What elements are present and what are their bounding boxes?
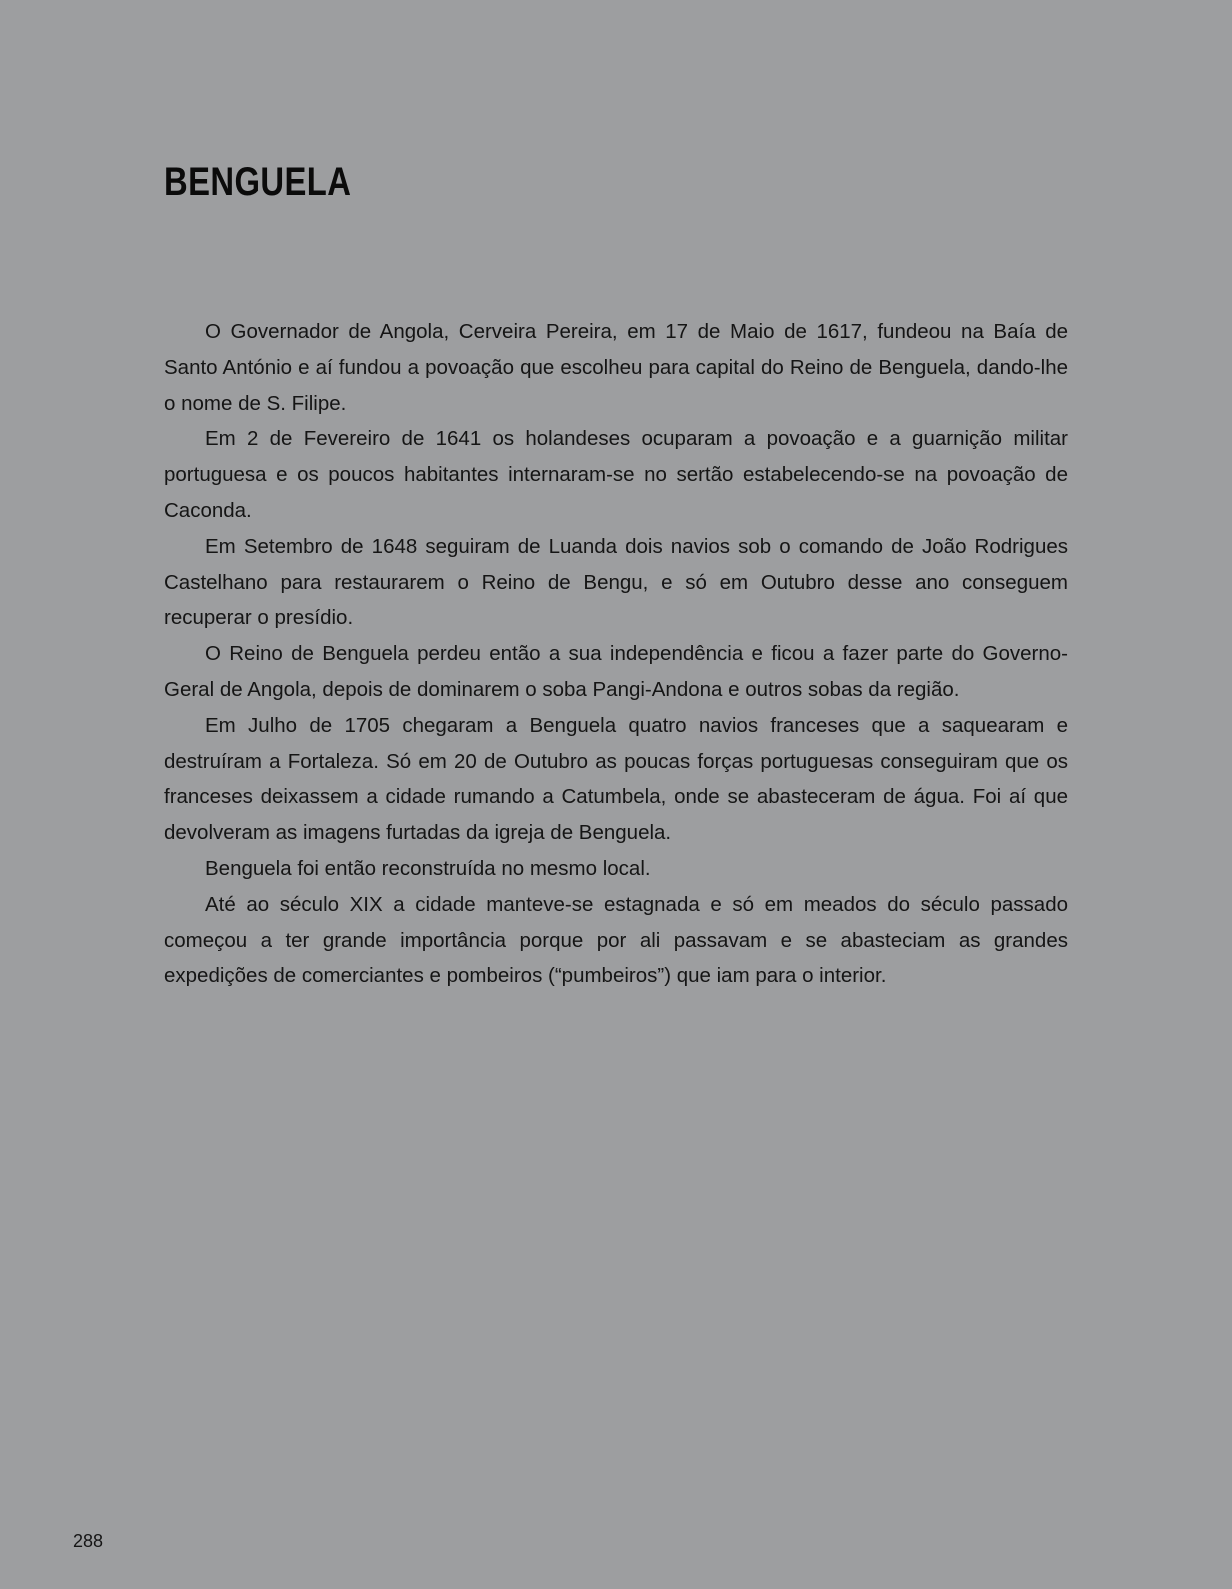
paragraph-7: Até ao século XIX a cidade manteve-se estagnada e só em meados do século passado começou a ter grande importância porque por ali passavam e se abasteciam as grandes expedições de comerciantes e pombeiros (“pumbeiros”) que iam para o interior. [164, 892, 1068, 988]
paragraph-2: Em 2 de Fevereiro de 1641 os holandeses ocuparam a povoação e a guarnição militar portuguesa e os poucos habitantes internaram-se no sertão estabelecendo-se na povoação de Caconda. [164, 427, 1068, 522]
paragraph-1: O Governador de Angola, Cerveira Pereira, em 17 de Maio de 1617, fundeou na Baía de Santo António e aí fundou a povoação que escolheu para capital do Reino de Benguela, dando-lhe o nome de S. Filipe. [164, 320, 1068, 415]
paragraph-4: O Reino de Benguela perdeu então a sua independência e ficou a fazer parte do Governo-Geral de Angola, depois de dominarem o soba Pangi-Andona e outros sobas da região. [164, 642, 1068, 701]
paragraph-5: Em Julho de 1705 chegaram a Benguela quatro navios franceses que a saquearam e destruíram a Fortaleza. Só em 20 de Outubro as poucas forças portuguesas conseguiram que os franceses deixassem a cidade rumando a Catumbela, onde se abasteceram de água. Foi aí que devolveram as imagens furtadas da igreja de Benguela. [164, 713, 1068, 845]
body-text [164, 314, 1068, 994]
paragraph-6: Benguela foi então reconstruída no mesmo local. [205, 856, 651, 880]
paragraph-3: Em Setembro de 1648 seguiram de Luanda dois navios sob o comando de João Rodrigues Castelhano para restaurarem o Reino de Bengu, e só em Outubro desse ano conseguem recuperar o presídio. [164, 534, 1068, 630]
page-number: 288 [73, 1531, 104, 1551]
page-title: BENGUELA [164, 160, 352, 204]
